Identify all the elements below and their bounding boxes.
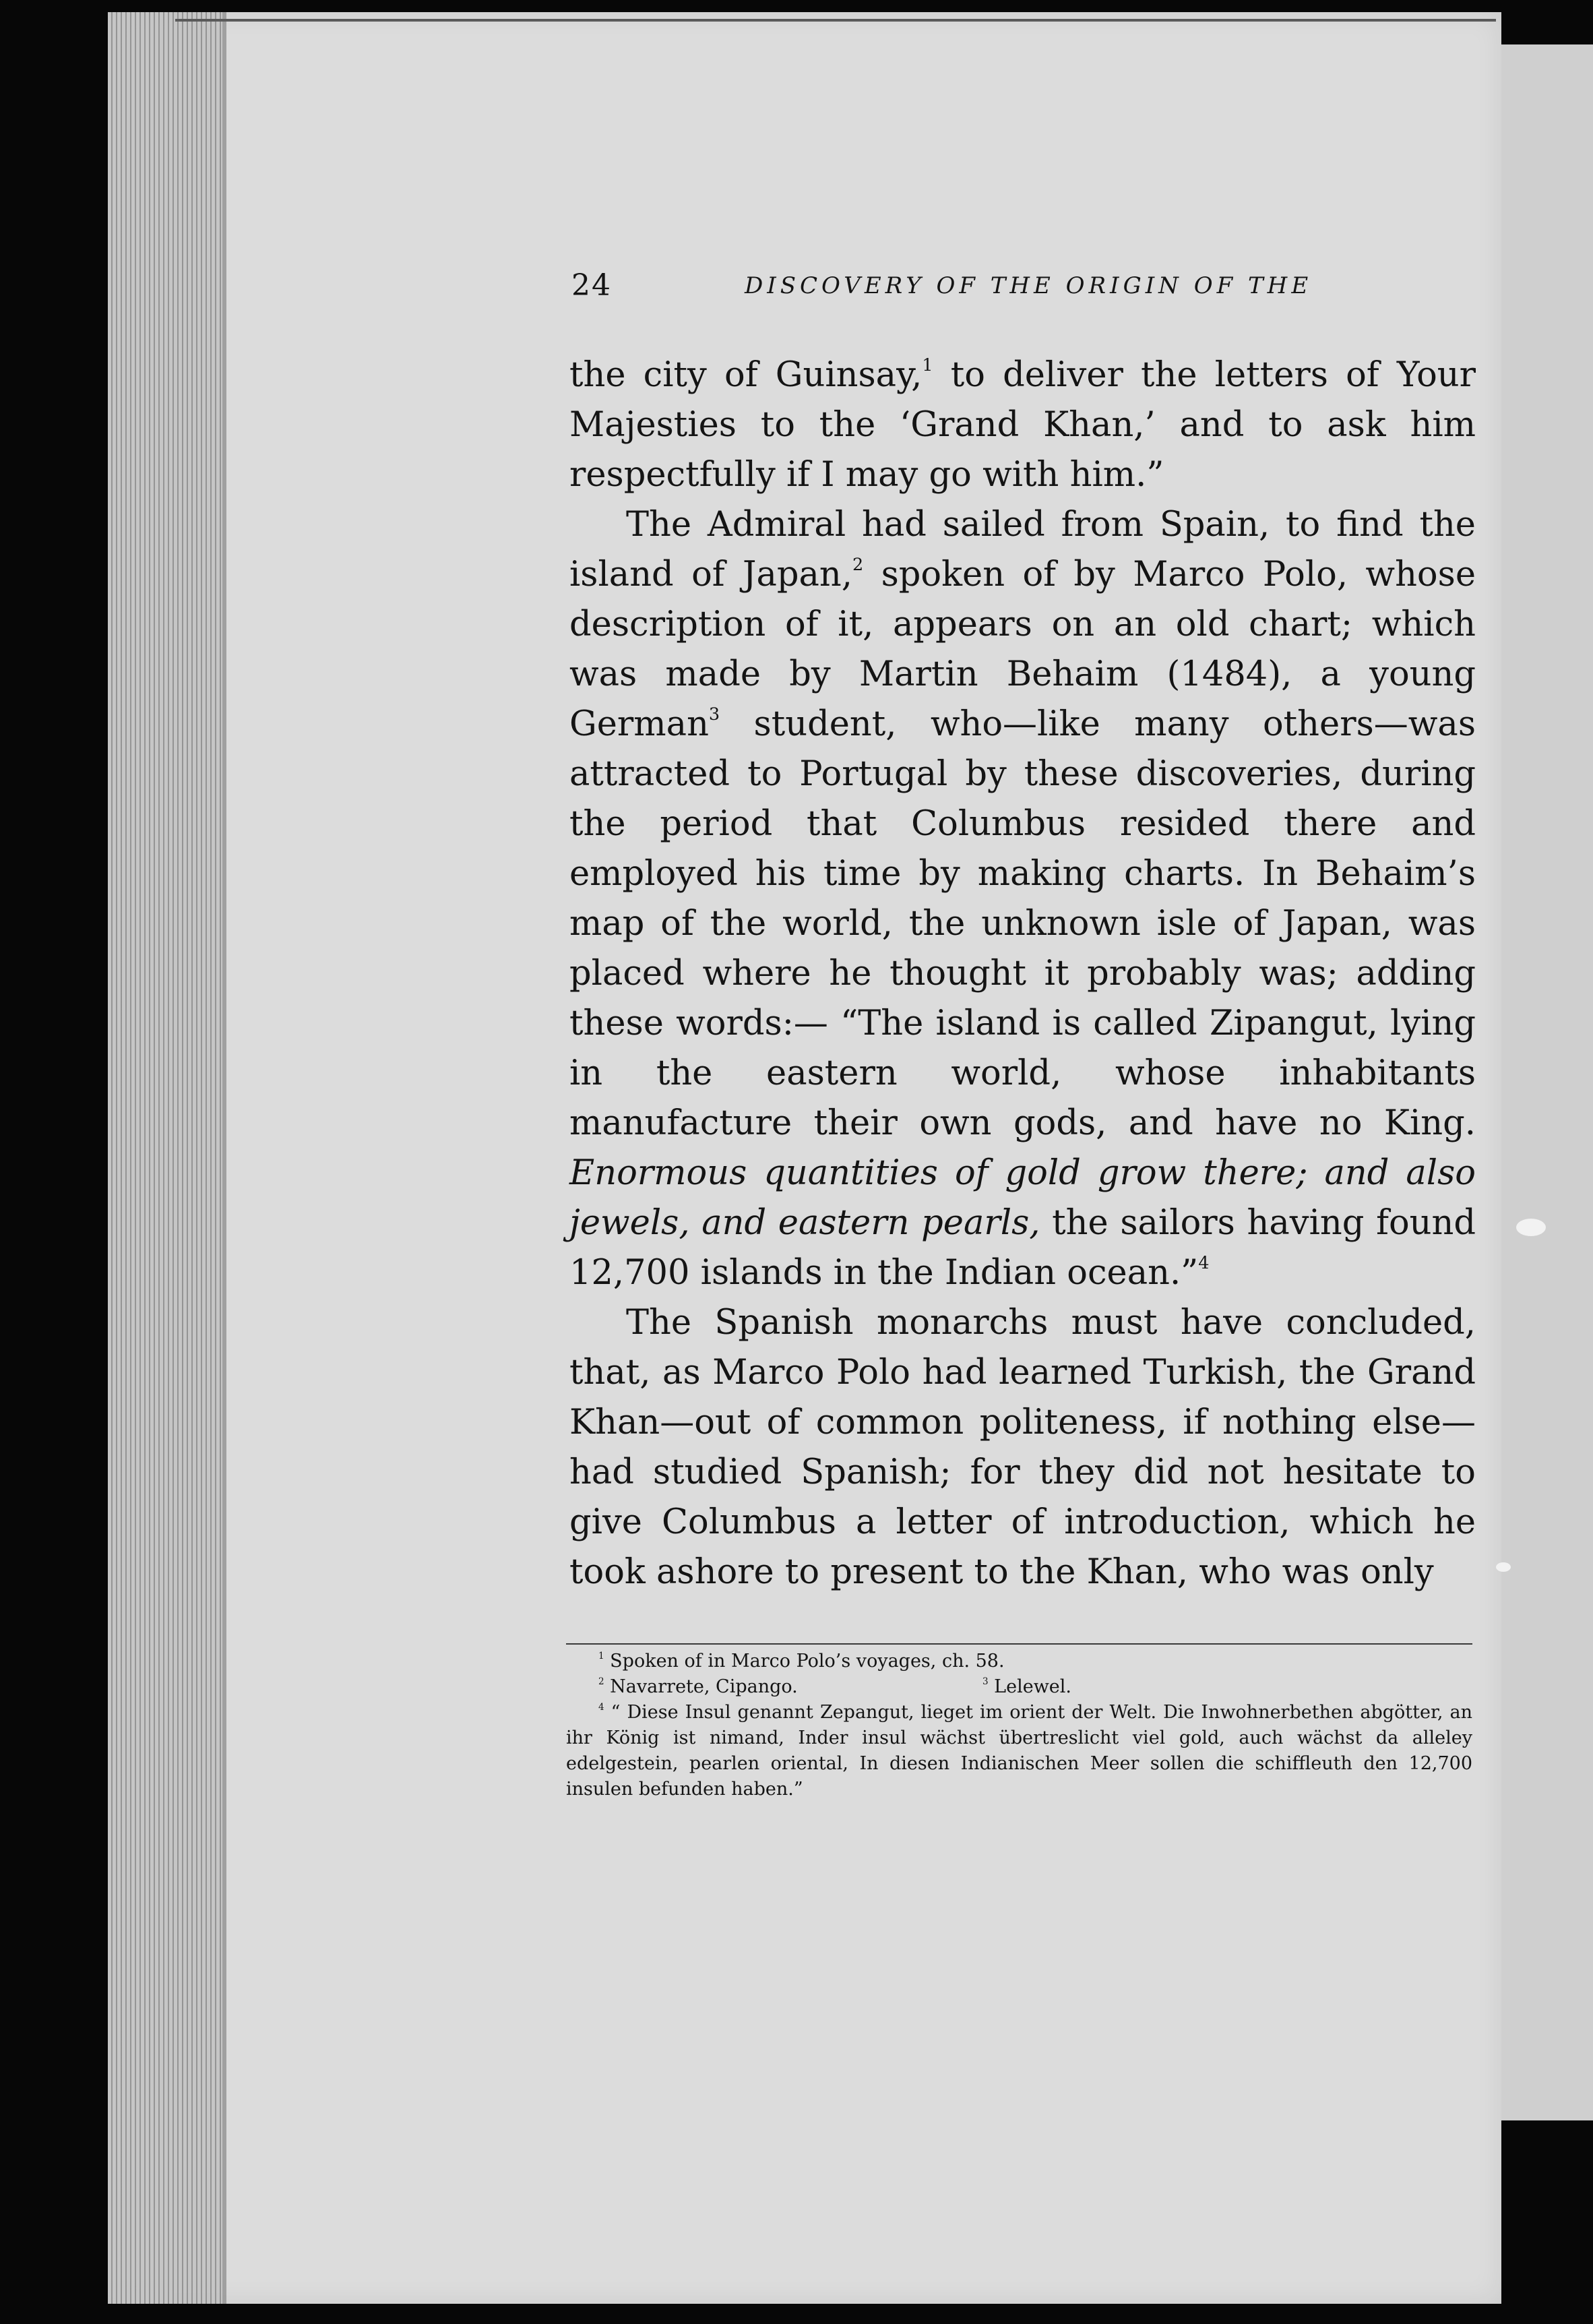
- stacked-page-edges: [108, 12, 222, 2304]
- paragraph-1: the city of Guinsay,$^1$ to deliver the letters of Your Majesties to the ‘Grand Khan,’ and to ask him respectfully if I may go with him.”: [569, 355, 1476, 495]
- paragraph-3: The Spanish monarchs must have concluded, that, as Marco Polo had learned Turkish, the Grand Khan—out of common politeness, if nothing else—had studied Spanish; for they did not hesitate to give Columbus a letter of introduction, which he took ashore to present to the Khan, who was only: [569, 1303, 1476, 1592]
- footnote-4: $^4$ “ Diese Insul genannt Zepangut, lieget im orient der Welt. Die Inwohnerbethen abgötter, an ihr König ist nimand, Inder insul wächst übertreslicht viel gold, auch wächst da alleley edelgestein, pearlen oriental, In diesen Indianischen Meer sollen die schiffleuth den 12,700 insulen befunden haben.”: [566, 1701, 1472, 1800]
- paragraph-2: The Admiral had sailed from Spain, to find the island of Japan,$^2$ spoken of by Marco Polo, whose description of it, appears on an old chart; which was made by Martin Behaim (1484), a young German$^3$ student, who—like many others—was attracted to Portugal by these discoveries, during the period that Columbus resided there and employed his time by making charts. In Behaim’s map of the world, the unknown isle of Japan, was placed where he thought it probably was; adding these words:— “The island is called Zipangut, lying in the eastern world, whose inhabitants manufacture their own gods, and have no King. Enormous quantities of gold grow there; and also jewels, and eastern pearls, the sailors having found 12,700 islands in the Indian ocean.”$^4$: [569, 505, 1476, 1293]
- scan-speck: [1516, 1219, 1546, 1236]
- italic-quote: Enormous quantities of gold grow there; and also jewels, and eastern pearls,: [569, 1153, 1476, 1243]
- footnote-ref-4: 4: [1198, 1253, 1210, 1274]
- footnote-ref-2: 2: [852, 555, 864, 576]
- footnote-divider: [566, 1643, 1472, 1645]
- footnotes: [566, 1649, 1472, 1802]
- footnote-1: $^1$ Spoken of in Marco Polo’s voyages, ch. 58.: [598, 1650, 1005, 1672]
- running-title: DISCOVERY OF THE ORIGIN OF THE: [745, 272, 1313, 299]
- scan-speck: [1496, 1562, 1511, 1572]
- footnote-ref-3: 3: [708, 704, 720, 725]
- text-block: [448, 268, 1476, 1800]
- body-text: [569, 350, 1476, 1597]
- page: [108, 12, 1501, 2304]
- running-head: [448, 268, 1472, 315]
- top-edge-line: [175, 19, 1496, 22]
- footnote-2-3: $^2$ Navarrete, Cipango. $^3$ Lelewel.: [598, 1676, 1072, 1697]
- page-number: 24: [571, 268, 612, 303]
- footnote-ref-1: 1: [922, 355, 933, 376]
